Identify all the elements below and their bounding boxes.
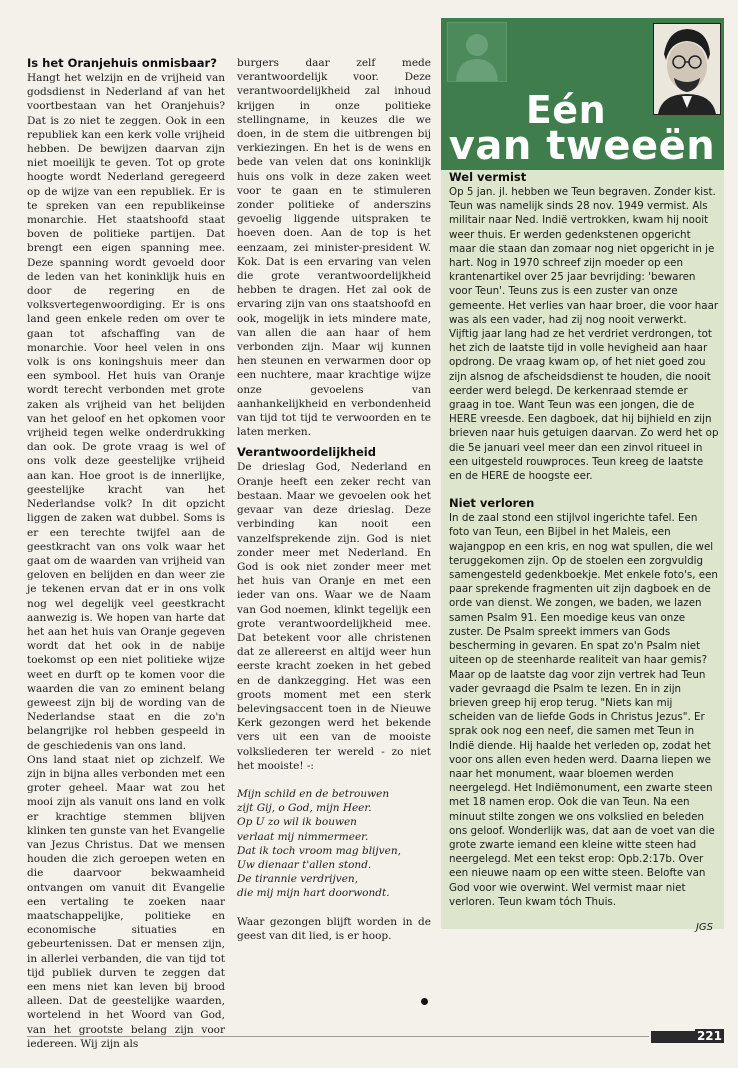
page-number: 221 bbox=[696, 1029, 722, 1043]
poem-line: Op U zo wil ik bouwen bbox=[237, 816, 357, 829]
section-heading-verantwoordelijkheid: Verantwoordelijkheid bbox=[237, 445, 376, 460]
sidebar-title-line-1: Eén bbox=[525, 88, 607, 132]
poem bbox=[237, 787, 431, 901]
poem-line: verlaat mij nimmermeer. bbox=[237, 830, 369, 843]
column-2 bbox=[237, 56, 431, 943]
column-1-paragraph-2: Ons land staat niet op zichzelf. We zijn in bijna alles verbonden met een groter geheel. Maar wat zou het mooi zijn als vanuit ons land en volk er krachtige stemmen blijven klinken ten gunste van het Evangelie van Jezus Christus. Dat we mensen houden die zich geroepen weten en die daarvoor bekwaamheid ontvangen om vanuit dit Evangelie een vertaling te zoeken naar maatschappelijke, politieke en economische situaties en gebeurtenissen. Dat er mensen zijn, in allerlei verbanden, die van tijd tot tijd publiek durven te zeggen dat een mens niet kan leven bij brood alleen. Dat de geestelijke waarden, wortelend in het Woord van God, van het grootste belang zijn voor iedereen. Wij zijn als bbox=[27, 753, 225, 1050]
poem-line: zijt Gij, o God, mijn Heer. bbox=[237, 802, 372, 815]
article-heading: Is het Oranjehuis onmisbaar? bbox=[27, 56, 217, 70]
sidebar-heading-niet-verloren: Niet verloren bbox=[449, 496, 535, 511]
signature: JGS bbox=[695, 921, 713, 933]
faded-portrait-photo bbox=[447, 22, 507, 82]
person-silhouette-icon bbox=[448, 23, 506, 81]
author-face-icon bbox=[654, 24, 720, 114]
poem-line: Mijn schild en de betrouwen bbox=[237, 787, 390, 800]
poem-line: De tirannie verdrijven, bbox=[237, 873, 359, 886]
column-2-paragraph-2: De drieslag God, Nederland en Oranje heeft een zeker recht van bestaan. Maar we gevoelen ook het gevaar van deze drieslag. Deze verbinding kan nooit een vanzelfsprekende zijn. God is niet zonder meer met Nederland. En God is ook niet zonder meer met het huis van Oranje en met een ieder van ons. Waar we de Naam van God noemen, klinkt tegelijk een grote verantwoordelijkheid mee. Dat betekent voor alle christenen dat ze allereerst en altijd weer hun eerste kracht zoeken in het gebed en de dankzegging. Het was een groots moment met een sterk belevingsaccent toen in de Nieuwe Kerk gezongen werd het bekende vers uit een van de mooiste volksliederen ter wereld - zo niet het mooiste! -: bbox=[237, 461, 431, 772]
sidebar-content bbox=[449, 170, 719, 935]
column-2-paragraph-1: burgers daar zelf mede verantwoordelijk voor. Deze verantwoordelijkheid zal inhoud krijgen in onze politieke stellingname, in keuzes die we doen, in de stem die uitbrengen bij verkiezingen. En het is de wens en bede van velen dat ons koninklijk huis ons volk in deze zaken weet voor te gaan en te stimuleren zonder politieke of anderszins gevoelig liggende uitspraken te hoeven doen. Aan de top is het eenzaam, zei minister-president W. Kok. Dat is een ervaring van velen die grote verantwoordelijkheid hebben te dragen. Het zal ook de ervaring zijn van ons staatshoofd en ook, mogelijk in iets mindere mate, van allen die aan haar of hem verbonden zijn. Maar wij kunnen hen steunen en verwarmen door op een nuchtere, maar krachtige wijze onze gevoelens van aanhankelijkheid en verbondenheid van tijd tot tijd te verwoorden en te laten merken. bbox=[237, 57, 431, 439]
column-2-paragraph-3: Waar gezongen blijft worden in de geest van dit lied, is er hoop. bbox=[237, 915, 431, 942]
poem-line: Dat ik toch vroom mag blijven, bbox=[237, 844, 401, 857]
sidebar-paragraph-2: In de zaal stond een stijlvol ingerichte tafel. Een foto van Teun, een Bijbel in het Maleis, een wajangpop en een kris, en nog wat spullen, die wel teruggekomen zijn. Op de stoelen een zorgvuldig samengesteld gedenkboekje. Met enkele foto's, een paar sprekende fragmenten uit zijn dagboek en de orde van dienst. We zongen, we baden, we lazen samen Psalm 91. Een moedige keus van onze zuster. De Psalm spreekt immers van Gods bescherming in gevaren. En spat zo'n Psalm niet uiteen op de steenharde realiteit van haar gemis? Maar op de laatste dag voor zijn vertrek had Teun vader gevraagd die Psalm te lezen. En in zijn brieven greep hij erop terug. "Niets kan mij scheiden van de liefde Gods in Christus Jezus". Er sprak ook nog een neef, die samen met Teun in Indië diende. Hij haalde het verleden op, zodat het voor ons allen even heden werd. Daarna liepen we naar het monument, waar bloemen werden neergelegd. Het Indiëmonument, een zwarte steen met 18 namen erop. Ook die van Teun. Na een minuut stilte zongen we ons volkslied en beleden ons geloof. Wonderlijk was, dat aan de voet van die grote zwarte iemand een kleine witte steen had neergelegd. Met een tekst erop: Opb.2:17b. Over een nieuwe naam op een witte steen. Belofte van God voor wie overwint. Wel vermist maar niet verloren. Teun kwam tóch Thuis. bbox=[449, 512, 718, 908]
footer-rule bbox=[27, 1036, 649, 1037]
poem-line: die mij mijn hart doorwondt. bbox=[237, 887, 390, 900]
poem-line: Uw dienaar t'allen stond. bbox=[237, 858, 372, 871]
end-bullet-icon bbox=[421, 998, 428, 1005]
sidebar-title-line-2: van tweeën bbox=[448, 123, 716, 169]
column-1-paragraph-1: Hangt het welzijn en de vrijheid van godsdienst in Nederland af van het voortbestaan van het Oranjehuis? Dat is zo niet te zeggen. Ook in een republiek kan een kerk volle vrijheid hebben. De bewijzen daarvan zijn niet moeilijk te geven. Tot op grote hoogte wordt Nederland geregeerd op de wijze van een republiek. Er is te spreken van een republikeinse monarchie. Het staatshoofd staat boven de politieke partijen. Dat brengt een eigen spanning mee. Deze spanning wordt gevoeld door de leden van het koninklijk huis en door de regering en de volksvertegenwoordiging. Er is ons land geen enkele reden om over te gaan tot afschaffing van de monarchie. Voor heel velen in ons volk is ons koningshuis meer dan een symbool. Het huis van Oranje wordt terecht verbonden met grote zaken als vrijheid van het belijden van het geloof en het opkomen voor vrijheid tegen welke onderdrukking dan ook. De grote vraag is wel of ons volk deze geestelijke vrijheid aan kan. Hoe groot is de innerlijke, geestelijke kracht van het Nederlandse volk? In dit opzicht liggen de zaken wat dubbel. Soms is er een terechte twijfel aan de geestkracht van ons volk waar het gaat om de waarden van vrijheid van geloven en belijden en dan weer zie je tekenen ervan dat er in ons volk nog wel degelijk veel geestkracht aanwezig is. We hopen van harte dat het aan het huis van Oranje gegeven wordt dat het ook in de nabije toekomst op een niet politieke wijze weet en durft op te komen voor die waarden die van zo eminent belang geweest zijn bij de wording van de Nederlandse staat en die zo'n belangrijke rol hebben gespeeld in de geschiedenis van ons land. bbox=[27, 72, 225, 752]
column-1 bbox=[27, 56, 225, 1051]
sidebar-banner bbox=[441, 18, 724, 170]
sidebar-paragraph-1: Op 5 jan. jl. hebben we Teun begraven. Zonder kist. Teun was namelijk sinds 28 nov. 1949 vermist. Als militair naar Ned. Indië vertrokken, kwam hij nooit weer thuis. Er werden gedenkstenen opgericht maar die staan dan zomaar nog niet opgericht in je hart. Nog in 1970 schreef zijn moeder op een krantenartikel over 25 jaar bevrijding: 'bewaren voor Teun'. Teuns zus is een zuster van onze gemeente. Het verlies van haar broer, die voor haar was als een vader, had zij nog nooit verwerkt. Vijftig jaar lang had ze het verdriet verdrongen, tot het zich de laatste tijd in volle hevigheid aan haar opdrong. De vraag kwam op, of het niet goed zou zijn alsnog de afscheidsdienst te houden, die nooit eerder werd belegd. De kerkenraad stemde er graag in toe. Want Teun was een jongen, die de HERE vreesde. Een dagboek, dat hij bijhield en zijn brieven naar huis getuigen daarvan. Zo werd het op die 5e januari veel meer dan een zinvol ritueel in een uitgesteld rouwproces. Teun kreeg de laatste en de HERE de hoogste eer. bbox=[449, 186, 719, 483]
sidebar-heading-wel-vermist: Wel vermist bbox=[449, 170, 527, 184]
author-portrait-photo bbox=[653, 23, 721, 115]
